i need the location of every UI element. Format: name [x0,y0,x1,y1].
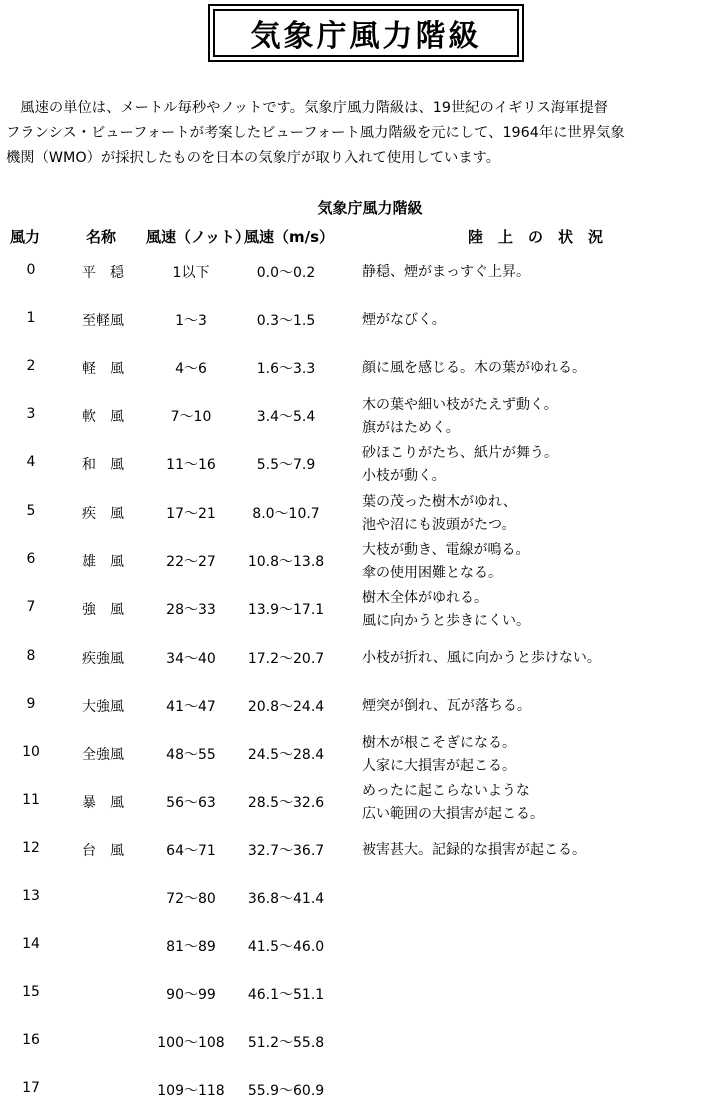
ms-cell: 32.7～36.7 [247,843,325,859]
force-cell: 12 [22,840,40,856]
conditions-cell [362,647,702,670]
knots-cell: 1～3 [175,313,207,329]
knots-cell: 1以下 [172,265,210,281]
header-force: 風力 [10,228,41,246]
name-cell: 至軽風 [82,313,124,329]
force-cell: 4 [26,454,36,470]
force-cell: 0 [26,262,36,278]
conditions-cell [362,695,702,718]
conditions-cell [362,539,702,585]
name-cell: 強 風 [82,602,124,618]
force-cell: 11 [22,792,40,808]
name-cell: 疾強風 [82,651,124,667]
ms-cell: 0.3～1.5 [256,313,316,329]
conditions-cell [362,839,702,862]
force-cell: 9 [26,696,36,712]
knots-cell: 72～80 [166,891,216,907]
conditions-line: 被害甚大。記録的な損害が起こる。 [362,842,586,858]
force-cell: 15 [22,984,40,1000]
force-cell: 2 [26,358,36,374]
conditions-cell [362,309,702,332]
knots-cell: 56～63 [166,795,216,811]
knots-cell: 48～55 [166,747,216,763]
conditions-line: 大枝が動き、電線が鳴る。 [362,542,530,558]
ms-cell: 20.8～24.4 [247,699,325,715]
knots-cell: 11～16 [166,457,216,473]
name-cell: 軽 風 [82,361,124,377]
conditions-line: 煙がなびく。 [362,312,446,328]
knots-cell: 17～21 [166,506,216,522]
name-cell: 軟 風 [82,409,124,425]
intro-line: フランシス・ビューフォートが考案したビューフォート風力階級を元にして、1964年に世界気象 [6,125,625,141]
conditions-cell [362,732,702,778]
force-cell: 3 [26,406,36,422]
knots-cell: 28～33 [166,602,216,618]
force-cell: 8 [26,648,36,664]
conditions-cell [362,780,702,826]
name-cell: 疾 風 [82,506,124,522]
title-box [208,4,524,62]
ms-cell: 0.0～0.2 [256,265,316,281]
name-cell: 雄 風 [82,554,124,570]
conditions-line: 煙突が倒れ、瓦が落ちる。 [362,698,531,714]
name-cell: 大強風 [82,699,124,715]
header-knots: 風速（ノット） [146,228,250,246]
table-title: 気象庁風力階級 [317,199,423,217]
conditions-cell [362,261,702,284]
knots-cell: 81～89 [166,939,216,955]
conditions-cell [362,587,702,633]
ms-cell: 8.0～10.7 [252,506,320,522]
conditions-line: 小枝が折れ、風に向かうと歩けない。 [362,650,601,666]
ms-cell: 24.5～28.4 [247,747,325,763]
force-cell: 13 [22,888,40,904]
ms-cell: 36.8～41.4 [247,891,325,907]
knots-cell: 41～47 [166,699,216,715]
knots-cell: 90～99 [166,987,216,1003]
intro-line: 風速の単位は、メートル毎秒やノットです。気象庁風力階級は、19世紀のイギリス海軍提督 [6,100,608,116]
ms-cell: 55.9～60.9 [247,1083,325,1099]
force-cell: 1 [26,310,36,326]
knots-cell: 4～6 [175,361,207,377]
name-cell: 和 風 [82,457,124,473]
conditions-line: 小枝が動く。 [362,468,446,484]
intro-paragraph [6,96,706,171]
name-cell: 全強風 [82,747,124,763]
conditions-cell [362,491,702,537]
force-cell: 10 [22,744,40,760]
conditions-line: 傘の使用困難となる。 [362,565,502,581]
conditions-line: 顔に風を感じる。木の葉がゆれる。 [362,360,586,376]
ms-cell: 10.8～13.8 [247,554,325,570]
knots-cell: 64～71 [166,843,216,859]
ms-cell: 13.9～17.1 [247,602,325,618]
conditions-line: めったに起こらないような [362,783,530,799]
force-cell: 6 [26,551,36,567]
conditions-line: 池や沼にも波頭がたつ。 [362,517,516,533]
ms-cell: 5.5～7.9 [256,457,316,473]
conditions-line: 旗がはためく。 [362,420,460,436]
ms-cell: 41.5～46.0 [247,939,325,955]
intro-line: 機関（WMO）が採択したものを日本の気象庁が取り入れて使用しています。 [6,150,501,166]
conditions-line: 人家に大損害が起こる。 [362,758,516,774]
name-cell: 暴 風 [82,795,124,811]
header-conditions: 陸 上 の 状 況 [468,228,604,246]
conditions-line: 木の葉や細い枝がたえず動く。 [362,397,558,413]
force-cell: 7 [26,599,36,615]
conditions-line: 樹木全体がゆれる。 [362,590,488,606]
ms-cell: 17.2～20.7 [247,651,325,667]
ms-cell: 51.2～55.8 [247,1035,325,1051]
name-cell: 平 穏 [82,265,124,281]
ms-cell: 28.5～32.6 [247,795,325,811]
conditions-line: 静穏、煙がまっすぐ上昇。 [362,264,530,280]
conditions-line: 樹木が根こそぎになる。 [362,735,516,751]
ms-cell: 46.1～51.1 [247,987,325,1003]
name-cell: 台 風 [82,843,124,859]
knots-cell: 22～27 [166,554,216,570]
header-ms: 風速（m/s） [244,228,335,246]
conditions-cell [362,394,702,440]
conditions-cell [362,357,702,380]
conditions-line: 風に向かうと歩きにくい。 [362,613,530,629]
knots-cell: 100～108 [157,1035,225,1051]
header-name: 名称 [86,228,117,246]
conditions-cell [362,442,702,488]
knots-cell: 109～118 [157,1083,225,1099]
page-title: 気象庁風力階級 [213,9,519,57]
knots-cell: 7～10 [170,409,212,425]
force-cell: 5 [26,503,36,519]
conditions-line: 葉の茂った樹木がゆれ、 [362,494,517,510]
conditions-line: 砂ほこりがたち、紙片が舞う。 [362,445,558,461]
ms-cell: 1.6～3.3 [256,361,316,377]
conditions-line: 広い範囲の大損害が起こる。 [362,806,544,822]
ms-cell: 3.4～5.4 [256,409,316,425]
knots-cell: 34～40 [166,651,216,667]
force-cell: 14 [22,936,40,952]
force-cell: 17 [22,1080,40,1096]
force-cell: 16 [22,1032,40,1048]
